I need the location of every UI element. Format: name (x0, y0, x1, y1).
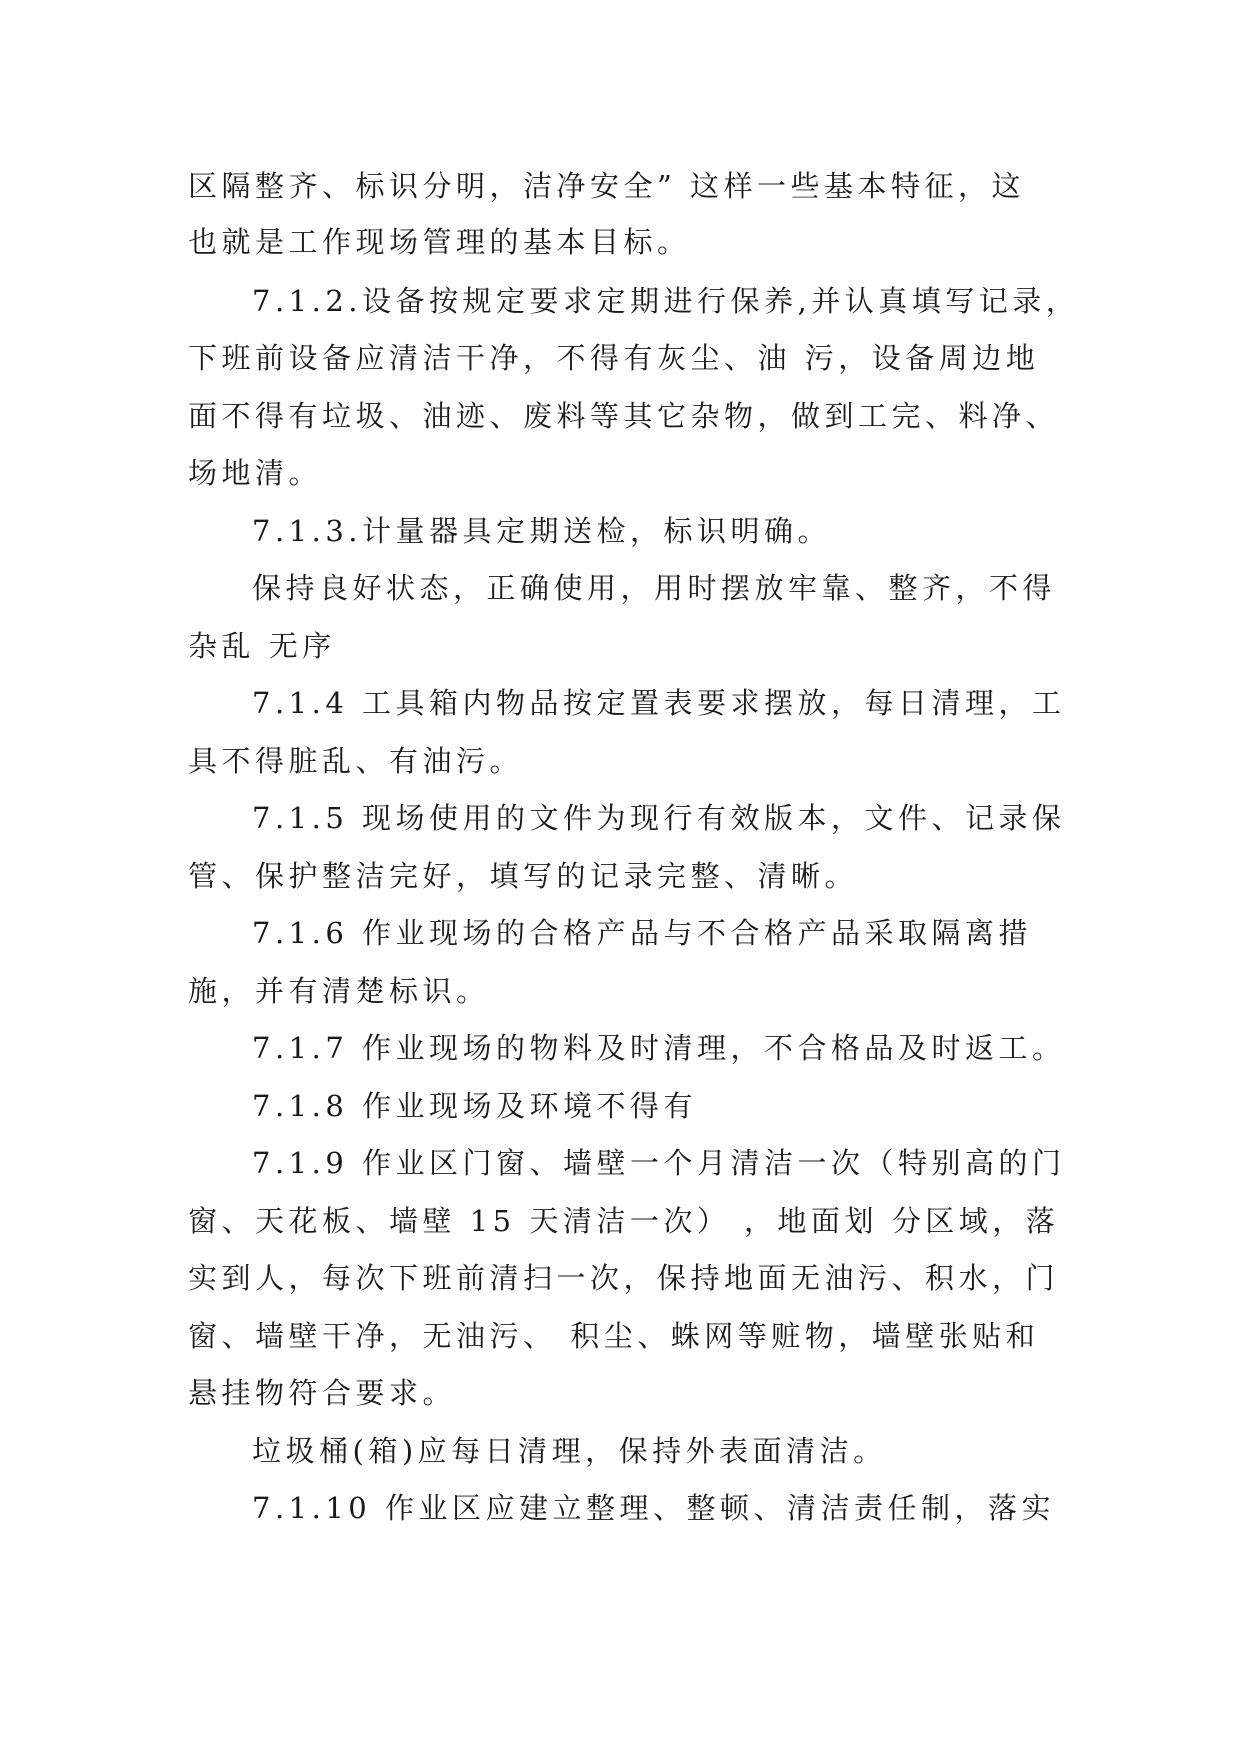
text-line: 7.1.9 作业区门窗、墙壁一个月清洁一次（特别高的门 (252, 1146, 1066, 1180)
text-line: 区隔整齐、标识分明，洁净安全” 这样一些基本特征，这 (188, 169, 1026, 203)
text-line: 施，并有清楚标识。 (188, 974, 490, 1008)
text-line: 7.1.10 作业区应建立整理、整顿、清洁责任制，落实 (252, 1491, 1055, 1525)
text-line: 7.1.4 工具箱内物品按定置表要求摆放，每日清理，工 (252, 686, 1066, 720)
text-line: 实到人，每次下班前清扫一次，保持地面无油污、积水，门 (188, 1261, 1060, 1295)
text-line: 7.1.3.计量器具定期送检，标识明确。 (252, 514, 832, 548)
text-line: 7.1.7 作业现场的物料及时清理，不合格品及时返工。 (252, 1031, 1066, 1065)
text-line: 垃圾桶(箱)应每日清理，保持外表面清洁。 (252, 1434, 887, 1468)
text-line: 窗、天花板、墙壁 15 天清洁一次） ，地面划 分区域，落 (188, 1204, 1060, 1238)
text-line: 窗、墙壁干净，无油污、 积尘、蛛网等赃物，墙壁张贴和 (188, 1319, 1040, 1353)
text-line: 7.1.2.设备按规定要求定期进行保养,并认真填写记录， (252, 284, 1080, 318)
text-line: 下班前设备应清洁干净，不得有灰尘、油 污，设备周边地 (188, 341, 1040, 375)
text-line: 保持良好状态，正确使用，用时摆放牢靠、整齐，不得 (252, 571, 1057, 605)
text-line: 场地清。 (188, 456, 323, 490)
text-line: 7.1.5 现场使用的文件为现行有效版本，文件、记录保 (252, 801, 1066, 835)
text-line: 具不得脏乱、有油污。 (188, 744, 524, 778)
text-line: 7.1.6 作业现场的合格产品与不合格产品采取隔离措 (252, 916, 1033, 950)
text-line: 面不得有垃圾、油迹、废料等其它杂物，做到工完、料净、 (188, 399, 1060, 433)
text-line: 7.1.8 作业现场及环境不得有 (252, 1089, 698, 1123)
text-line: 管、保护整洁完好，填写的记录完整、清晰。 (188, 859, 859, 893)
text-line: 杂乱 无序 (188, 629, 336, 663)
text-line: 悬挂物符合要求。 (188, 1376, 457, 1410)
text-line: 也就是工作现场管理的基本目标。 (188, 225, 691, 259)
